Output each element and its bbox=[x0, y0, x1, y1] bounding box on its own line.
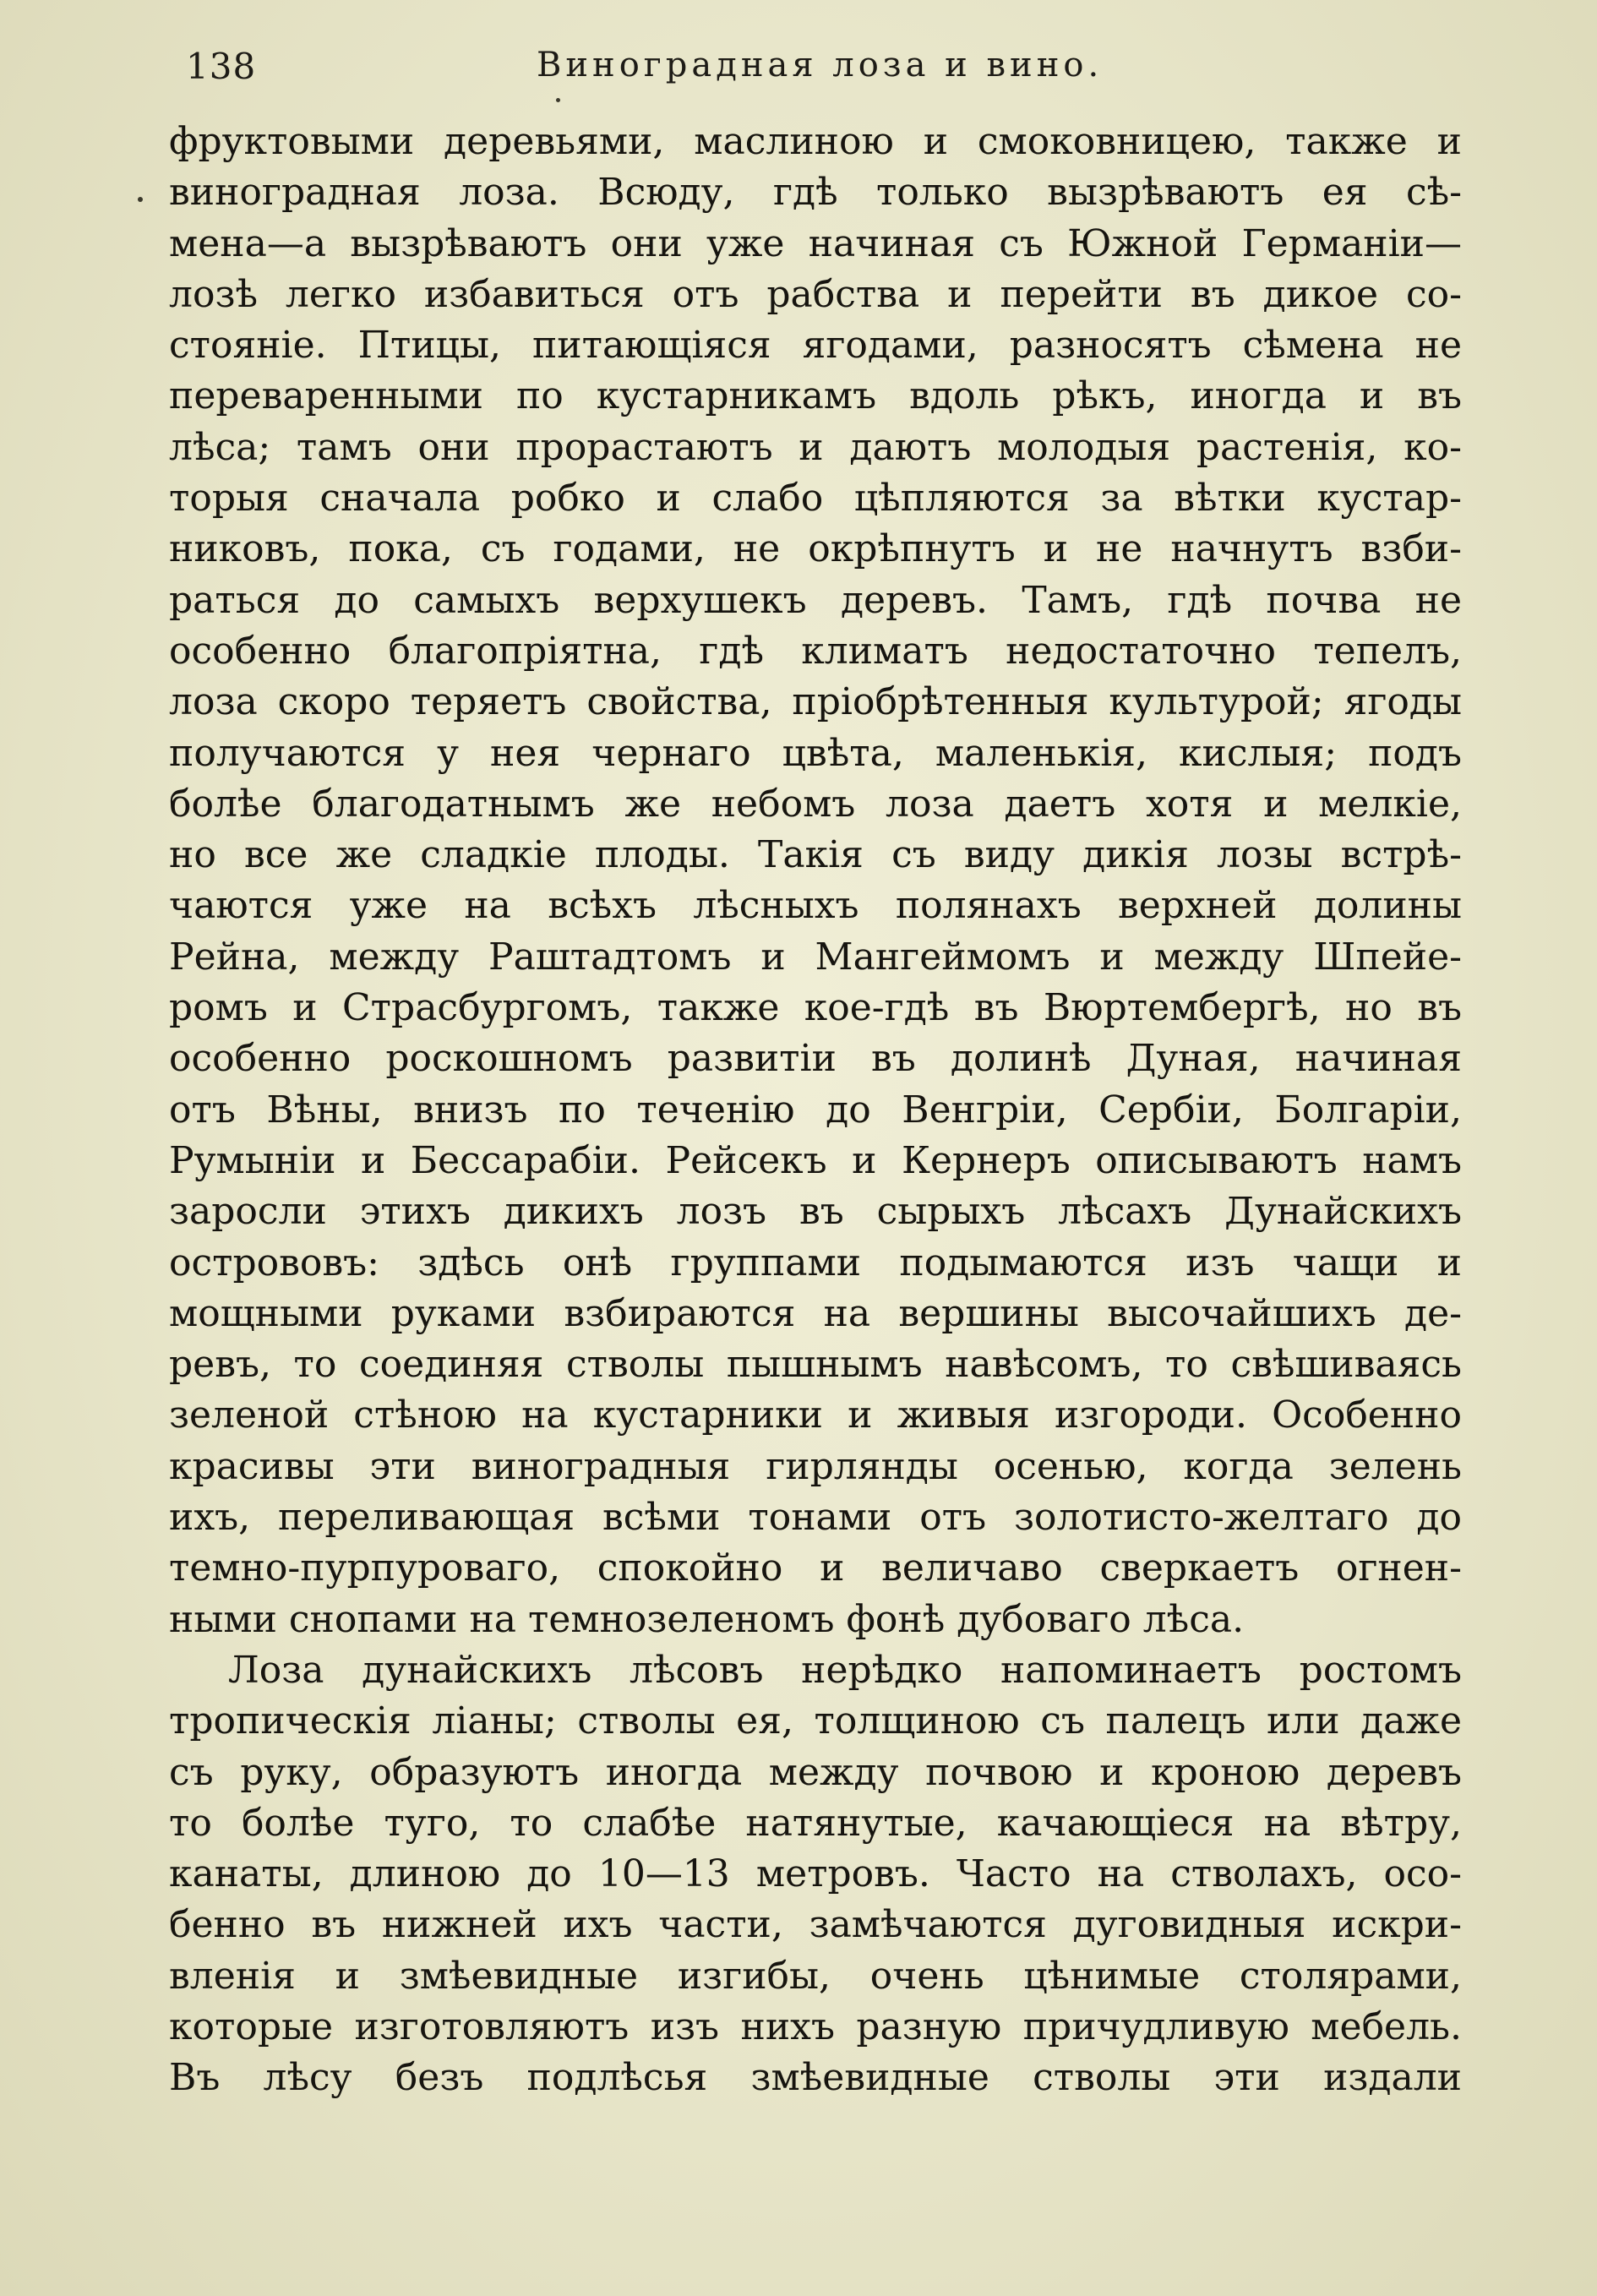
text-line: никовъ, пока, съ годами, не окрѣпнутъ и не начнутъ взби- bbox=[169, 527, 1462, 571]
text-line: особенно роскошномъ развитіи въ долинѣ Дуная, начиная bbox=[169, 1037, 1462, 1081]
text-line: стояніе. Птицы, питающіяся ягодами, разносятъ сѣмена не bbox=[169, 324, 1462, 368]
text-line: заросли этихъ дикихъ лозъ въ сырыхъ лѣсахъ Дунайскихъ bbox=[169, 1190, 1462, 1234]
page-number: 138 bbox=[186, 46, 257, 87]
ink-speck bbox=[556, 98, 560, 102]
text-line: но все же сладкіе плоды. Такія съ виду дикія лозы встрѣ- bbox=[169, 833, 1462, 877]
text-line: отъ Вѣны, внизъ по теченію до Венгріи, Сербіи, Болгаріи, bbox=[169, 1088, 1462, 1132]
paragraph-2 bbox=[169, 1645, 1462, 2104]
text-line: которые изготовляютъ изъ нихъ разную причудливую мебель. bbox=[169, 2004, 1462, 2048]
text-line: канаты, длиною до 10—13 метровъ. Часто на стволахъ, осо- bbox=[169, 1852, 1462, 1896]
text-line: лѣса; тамъ они прорастаютъ и даютъ молодыя растенія, ко- bbox=[169, 425, 1462, 469]
text-line: особенно благопріятна, гдѣ климатъ недостаточно тепелъ, bbox=[169, 629, 1462, 673]
text-line: лозѣ легко избавиться отъ рабства и перейти въ дикое со- bbox=[169, 272, 1462, 316]
text-line: получаются у нея чернаго цвѣта, маленькія, кислыя; подъ bbox=[169, 731, 1462, 775]
running-head bbox=[186, 46, 1445, 96]
text-line: ными снопами на темнозеленомъ фонѣ дубоваго лѣса. bbox=[169, 1597, 1245, 1641]
text-line: то болѣе туго, то слабѣе натянутые, качающіеся на вѣтру, bbox=[169, 1801, 1462, 1845]
text-line: ревъ, то соединяя стволы пышнымъ навѣсомъ, то свѣшиваясь bbox=[169, 1343, 1462, 1387]
ink-speck bbox=[138, 197, 143, 202]
text-line: болѣе благодатнымъ же небомъ лоза даетъ хотя и мелкіе, bbox=[169, 782, 1462, 826]
text-line: раться до самыхъ верхушекъ деревъ. Тамъ, гдѣ почва не bbox=[169, 578, 1462, 622]
text-line: зеленой стѣною на кустарники и живыя изгороди. Особенно bbox=[169, 1393, 1462, 1437]
text-line: мена—а вызрѣваютъ они уже начиная съ Южной Германіи— bbox=[169, 221, 1462, 265]
text-line: темно-пурпуроваго, спокойно и величаво сверкаетъ огнен- bbox=[169, 1546, 1462, 1590]
text-line: лоза скоро теряетъ свойства, пріобрѣтенныя культурой; ягоды bbox=[169, 680, 1462, 724]
text-line: красивы эти виноградныя гирлянды осенью, когда зелень bbox=[169, 1444, 1462, 1488]
text-line: ромъ и Страсбургомъ, также кое-гдѣ въ Вюртембергѣ, но въ bbox=[169, 986, 1462, 1030]
text-line: виноградная лоза. Всюду, гдѣ только вызрѣваютъ ея сѣ- bbox=[169, 171, 1462, 215]
text-line: острововъ: здѣсь онѣ группами подымаются изъ чащи и bbox=[169, 1241, 1462, 1284]
text-line: чаются уже на всѣхъ лѣсныхъ полянахъ верхней долины bbox=[169, 884, 1462, 928]
text-line: бенно въ нижней ихъ части, замѣчаются дуговидныя искри- bbox=[169, 1903, 1462, 1947]
text-line: мощными руками взбираются на вершины высочайшихъ де- bbox=[169, 1291, 1462, 1335]
text-line: вленія и змѣевидные изгибы, очень цѣнимые столярами, bbox=[169, 1954, 1462, 1998]
text-line: фруктовыми деревьями, маслиною и смоковницею, также и bbox=[169, 120, 1462, 163]
body-text bbox=[169, 117, 1462, 2104]
text-line: Румыніи и Бессарабіи. Рейсекъ и Кернеръ описываютъ намъ bbox=[169, 1138, 1462, 1182]
text-line: тропическія ліаны; стволы ея, толщиною съ палецъ или даже bbox=[169, 1699, 1462, 1743]
text-line: Лоза дунайскихъ лѣсовъ нерѣдко напоминаетъ ростомъ bbox=[228, 1648, 1462, 1692]
text-line: съ руку, образуютъ иногда между почвою и кроною деревъ bbox=[169, 1750, 1462, 1794]
text-line: ихъ, переливающая всѣми тонами отъ золотисто-желтаго до bbox=[169, 1496, 1462, 1540]
paragraph-1 bbox=[169, 117, 1462, 1645]
text-line: Въ лѣсу безъ подлѣсья змѣевидные стволы эти издали bbox=[169, 2056, 1462, 2100]
running-head-title: Виноградная лоза и вино. bbox=[537, 46, 1104, 85]
text-line: Рейна, между Раштадтомъ и Мангеймомъ и между Шпейе- bbox=[169, 935, 1462, 979]
text-line: торыя сначала робко и слабо цѣпляются за вѣтки кустар- bbox=[169, 477, 1462, 521]
text-line: переваренными по кустарникамъ вдоль рѣкъ, иногда и въ bbox=[169, 374, 1462, 418]
